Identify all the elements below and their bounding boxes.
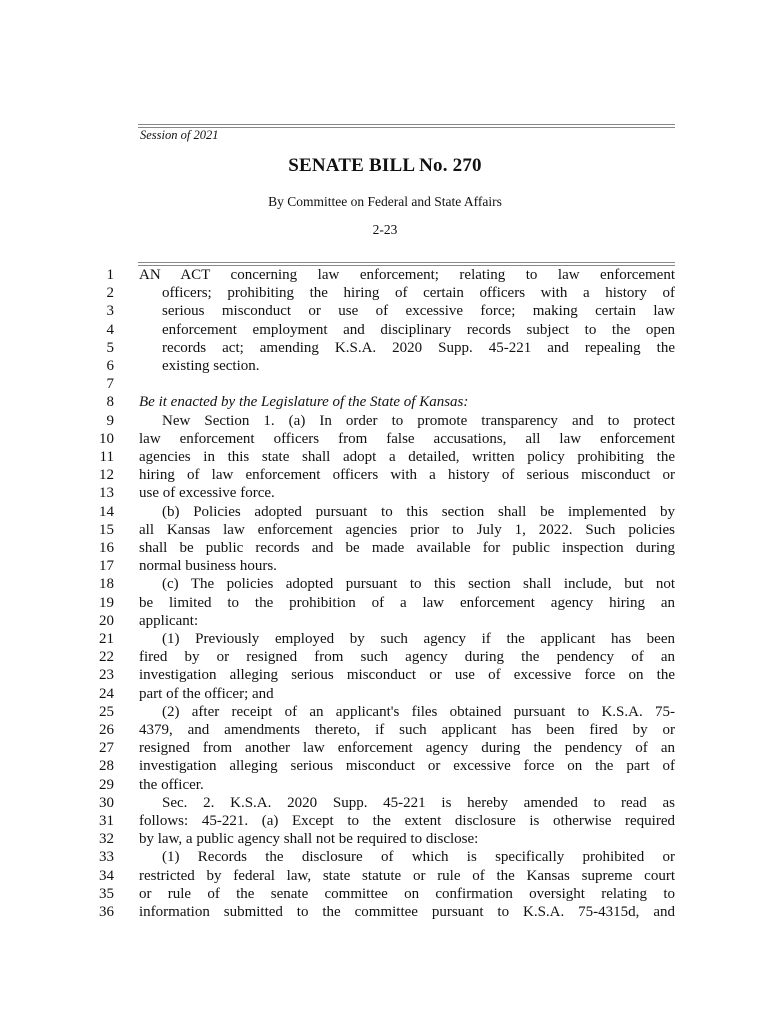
line-number: 32 — [99, 831, 114, 848]
bill-line-text: New Section 1. (a) In order to promote transparency and to protect — [162, 412, 675, 429]
line-number: 27 — [99, 740, 114, 757]
line-number: 20 — [99, 612, 114, 629]
bill-line-text: (1) Previously employed by such agency if the applicant has been — [162, 631, 675, 647]
bill-line-text: resigned from another law enforcement agency during the pendency of an — [139, 740, 675, 757]
bill-line-text: Be it enacted by the Legislature of the State of Kansas: — [139, 394, 469, 411]
line-number: 28 — [99, 758, 114, 775]
bill-line-text: officers; prohibiting the hiring of certain officers with a history of — [162, 285, 675, 302]
line-number: 6 — [106, 358, 114, 374]
bill-line-text: existing section. — [162, 358, 260, 374]
line-number: 4 — [106, 321, 114, 338]
line-number: 33 — [99, 849, 114, 866]
line-number: 22 — [99, 649, 114, 666]
line-number: 25 — [99, 703, 114, 720]
line-number: 8 — [106, 394, 114, 411]
line-number: 18 — [99, 576, 114, 593]
bill-line-text: AN ACT concerning law enforcement; relating to law enforcement — [139, 267, 675, 283]
bill-line-text: by law, a public agency shall not be required to disclose: — [139, 831, 479, 848]
bill-line-text: fired by or resigned from such agency during the pendency of an — [139, 649, 675, 666]
line-number: 24 — [99, 685, 114, 702]
top-rule-lower — [138, 127, 675, 128]
line-number: 3 — [106, 303, 114, 320]
bill-line-text: follows: 45-221. (a) Except to the extent disclosure is otherwise required — [139, 813, 675, 829]
line-number: 1 — [106, 267, 114, 283]
bill-line-text: investigation alleging serious misconduct or excessive force on the part of — [139, 758, 675, 775]
line-number: 13 — [99, 485, 114, 502]
line-number: 26 — [99, 722, 114, 738]
bill-line-text: records act; amending K.S.A. 2020 Supp. 45-221 and repealing the — [162, 339, 675, 356]
session-label: Session of 2021 — [140, 128, 219, 142]
bill-line-text: law enforcement officers from false accusations, all law enforcement — [139, 430, 675, 447]
bill-line-text: all Kansas law enforcement agencies prior to July 1, 2022. Such policies — [139, 521, 675, 538]
line-number: 2 — [106, 285, 114, 302]
line-number: 34 — [99, 867, 114, 884]
line-number: 7 — [106, 376, 114, 393]
bill-line-text: agencies in this state shall adopt a detailed, written policy prohibiting the — [139, 449, 675, 465]
bill-line-text: use of excessive force. — [139, 485, 275, 502]
line-number: 35 — [99, 885, 114, 902]
top-rule-upper — [138, 124, 675, 125]
line-number: 17 — [99, 558, 114, 575]
bill-line-text: serious misconduct or use of excessive force; making certain law — [162, 303, 675, 320]
line-number: 29 — [99, 776, 114, 793]
line-number: 11 — [99, 449, 114, 465]
line-number: 30 — [99, 794, 114, 811]
bill-line-text: normal business hours. — [139, 558, 277, 575]
bill-line-text: or rule of the senate committee on confirmation oversight relating to — [139, 885, 675, 902]
bill-line-text: enforcement employment and disciplinary records subject to the open — [162, 321, 675, 338]
line-number: 36 — [99, 904, 114, 920]
line-number: 14 — [99, 503, 114, 520]
bill-line-text: shall be public records and be made available for public inspection during — [139, 540, 675, 556]
bill-line-text: applicant: — [139, 612, 199, 629]
bill-line-text: 4379, and amendments thereto, if such applicant has been fired by or — [139, 722, 675, 738]
bill-line-text: (b) Policies adopted pursuant to this section shall be implemented by — [162, 503, 675, 520]
bill-line-text: investigation alleging serious misconduct or use of excessive force on the — [139, 667, 675, 684]
bill-line-text: Sec. 2. K.S.A. 2020 Supp. 45-221 is hereby amended to read as — [162, 794, 675, 811]
bill-line-text: information submitted to the committee pursuant to K.S.A. 75-4315d, and — [139, 904, 675, 920]
bill-line-text: be limited to the prohibition of a law enforcement agency hiring an — [139, 594, 675, 611]
line-number: 16 — [99, 540, 114, 556]
line-number: 19 — [99, 594, 114, 611]
line-number: 21 — [99, 631, 114, 647]
bill-line-text: restricted by federal law, state statute or rule of the Kansas supreme court — [139, 867, 675, 884]
bill-date: 2-23 — [372, 222, 398, 237]
bill-line-text: (2) after receipt of an applicant's files obtained pursuant to K.S.A. 75- — [162, 703, 675, 720]
bill-line-text: (c) The policies adopted pursuant to this section shall include, but not — [162, 576, 675, 593]
bill-line-text: part of the officer; and — [139, 685, 274, 702]
bill-title: SENATE BILL No. 270 — [288, 155, 482, 176]
bill-sponsor: By Committee on Federal and State Affairs — [268, 194, 502, 209]
bill-line-text: the officer. — [139, 776, 204, 793]
line-number: 10 — [99, 430, 114, 447]
bill-line-text: (1) Records the disclosure of which is specifically prohibited or — [162, 849, 675, 866]
line-number: 12 — [99, 467, 114, 484]
line-number: 9 — [106, 412, 114, 429]
line-number: 5 — [106, 339, 114, 356]
body-rule-upper — [138, 262, 675, 263]
line-number: 15 — [99, 521, 114, 538]
bill-line-text: hiring of law enforcement officers with a history of serious misconduct or — [139, 467, 675, 484]
line-number: 31 — [99, 813, 114, 829]
line-number: 23 — [99, 667, 114, 684]
